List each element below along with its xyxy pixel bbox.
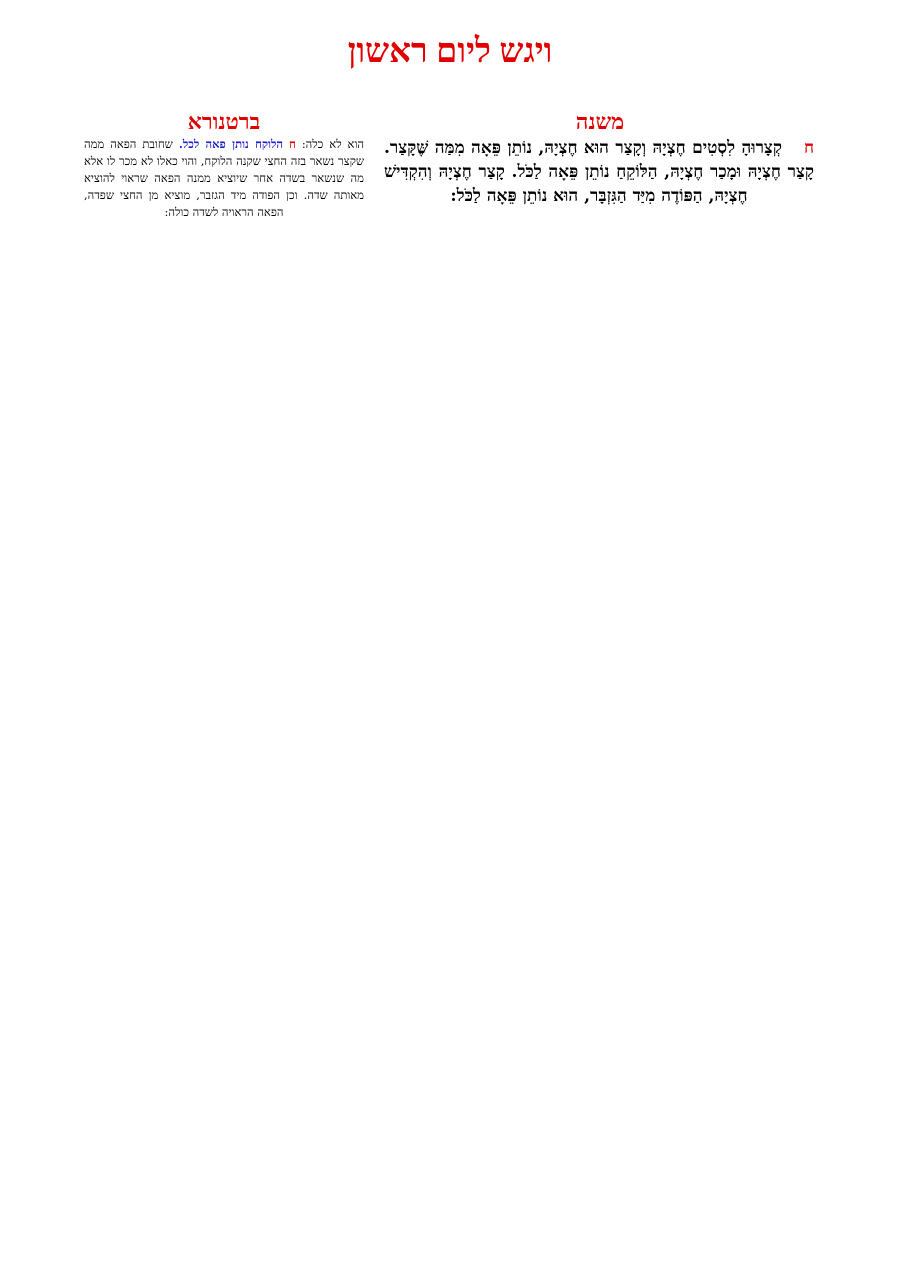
bartenura-intro: הוא לא כלה: [301, 137, 365, 151]
page-title: ויגש ליום ראשון [347, 33, 553, 70]
bartenura-dibur-hamatchil: הלוקח נותן פאה לכל. [178, 137, 283, 151]
bartenura-number: ח [289, 137, 296, 151]
bartenura-body [84, 136, 364, 221]
bartenura-text: שחובת הפאה ממה שקצר נשאר בזה החצי שקנה הלוקח, והוי כאלו לא מכר לו אלא מה שנשאר בשדה אחר שיוציא ממנה הפאה שראוי להוציא מאותה שדה. וכן הפודה מיד הגזבר, מוציא מן החצי שפדה, הפאה הראויה לשדה כולה: [84, 137, 364, 219]
mishna-number: ח [803, 138, 814, 158]
bartenura-heading: ברטנורא [187, 109, 261, 134]
mishna-text: קְצָרוּהָ לִסְטִים חֶצְיָהּ וְקָצַר הוּא חֶצְיָהּ, נוֹתֵן פֵּאָה מִמַּה שֶּׁקָּצַר. קָצַר חֶצְיָהּ וּמָכַר חֶצְיָהּ, הַלּוֹקֵחַ נוֹתֵן פֵּאָה לַכֹּל. קָצַר חֶצְיָהּ וְהִקְדִּישׁ חֶצְיָהּ, הַפּוֹדֶה מִיַּד הַגִּזְבָּר, הוּא נוֹתֵן פֵּאָה לַכֹּל: [384, 138, 814, 206]
mishna-body [384, 136, 814, 208]
mishna-heading: משנה [575, 109, 625, 134]
